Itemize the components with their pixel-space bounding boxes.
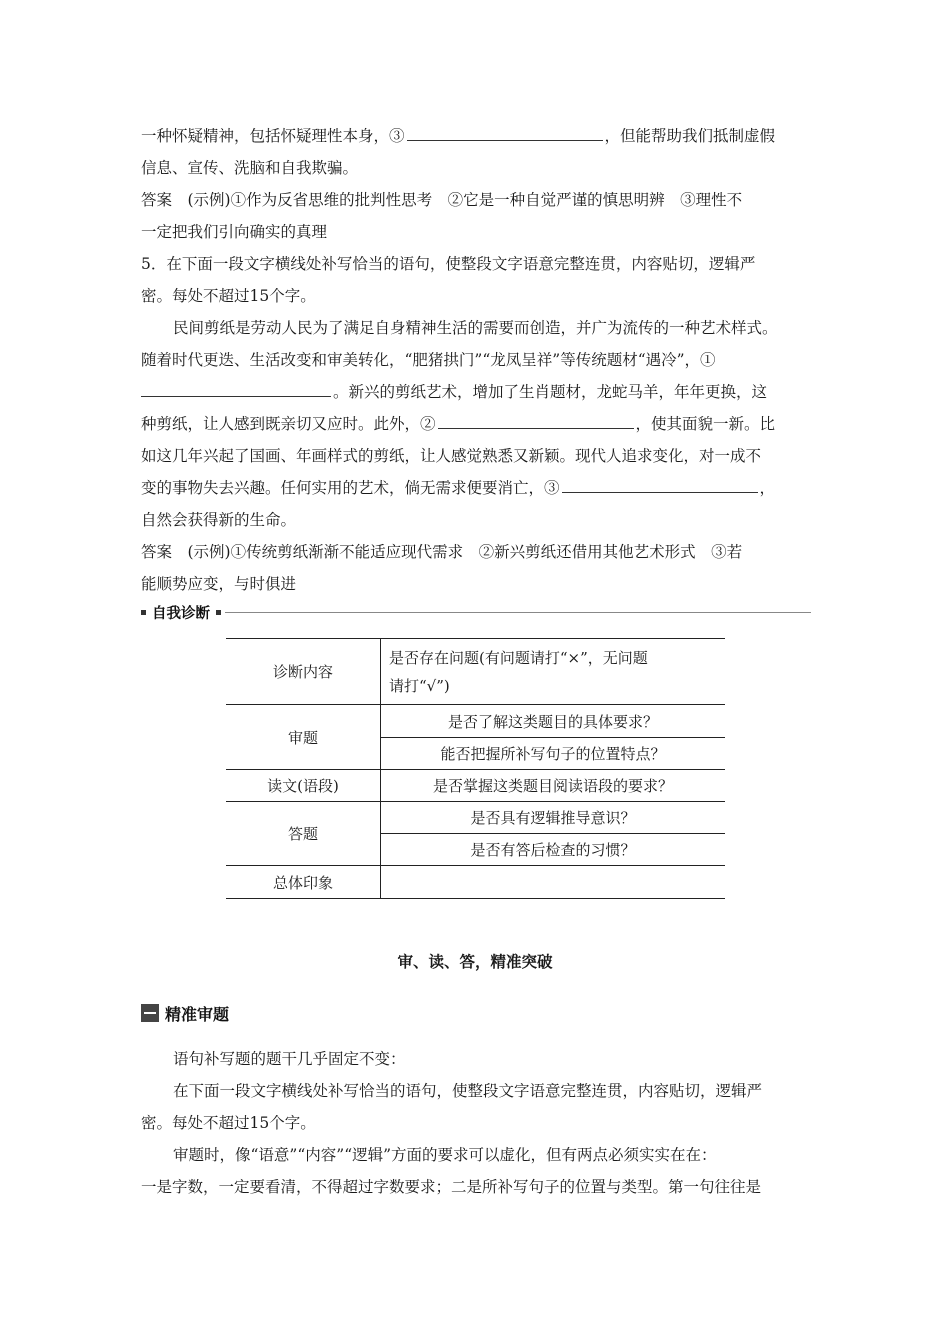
table-cell: 能否把握所补写句子的位置特点？ xyxy=(381,738,726,770)
table-row xyxy=(226,866,725,899)
table-cell: 是否具有逻辑推导意识？ xyxy=(381,802,726,834)
passage-line: 民间剪纸是劳动人民为了满足自身精神生活的需要而创造，并广为流传的一种艺术样式。 xyxy=(173,319,778,337)
question-5-line: 密。每处不超过15个字。 xyxy=(141,287,316,305)
text-span: ，但能帮助我们抵制虚假 xyxy=(604,127,776,145)
body-line: 语句补写题的题干几乎固定不变： xyxy=(173,1050,406,1068)
answer-blank-3 xyxy=(562,478,758,493)
block-heading xyxy=(141,1003,229,1023)
table-header-cell xyxy=(381,639,726,705)
table-header-cell: 诊断内容 xyxy=(226,639,381,705)
table-cell: 是否了解这类题目的具体要求？ xyxy=(381,705,726,738)
passage-line: 自然会获得新的生命。 xyxy=(141,511,297,529)
table-row xyxy=(226,705,725,738)
divider xyxy=(225,612,811,613)
text-span: 变的事物失去兴趣。任何实用的艺术，倘无需求便要消亡，③ xyxy=(141,479,560,497)
answer-blank-2 xyxy=(438,414,634,429)
header-text: 是否存在问题(有问题请打“×”，无问题 xyxy=(389,648,648,667)
text-line: 信息、宣传、洗脑和自我欺骗。 xyxy=(141,159,359,177)
passage-line xyxy=(141,414,811,434)
body-line: 密。每处不超过15个字。 xyxy=(141,1114,316,1132)
header-text: 请打“√”) xyxy=(389,676,450,695)
text-span: 。新兴的剪纸艺术，增加了生肖题材，龙蛇马羊，年年更换，这 xyxy=(333,383,768,401)
self-diagnosis-table xyxy=(226,638,725,899)
self-diagnosis-heading xyxy=(141,602,811,622)
text-span: 种剪纸，让人感到既亲切又应时。此外，② xyxy=(141,415,436,433)
answer-line: 一定把我们引向确实的真理 xyxy=(141,223,328,241)
text-span: ，使其面貌一新。比 xyxy=(635,415,776,433)
text-line xyxy=(141,126,811,146)
answer-line: 答案 (示例)①作为反省思维的批判性思考 ②它是一种自觉严谨的慎思明辨 ③理性不 xyxy=(141,191,743,209)
body-line: 在下面一段文字横线处补写恰当的语句，使整段文字语意完整连贯，内容贴切，逻辑严 xyxy=(173,1082,763,1100)
number-one-icon xyxy=(141,1004,159,1022)
body-line: 一是字数，一定要看清，不得超过字数要求；二是所补写句子的位置与类型。第一句往往是 xyxy=(141,1178,762,1196)
body-line: 审题时，像“语意”“内容”“逻辑”方面的要求可以虚化，但有两点必须实实在在： xyxy=(173,1146,717,1164)
table-row xyxy=(226,639,725,705)
passage-line xyxy=(141,382,811,402)
square-bullet-icon xyxy=(216,610,221,615)
table-cell: 是否掌握这类题目阅读语段的要求？ xyxy=(381,770,726,802)
table-cell xyxy=(381,866,726,899)
question-5-line: 5．在下面一段文字横线处补写恰当的语句，使整段文字语意完整连贯，内容贴切，逻辑严 xyxy=(141,255,756,273)
table-cell: 总体印象 xyxy=(226,866,381,899)
block-title: 精准审题 xyxy=(165,1004,230,1024)
section-label: 自我诊断 xyxy=(152,605,210,622)
section-subtitle: 审、读、答，精准突破 xyxy=(397,953,553,971)
text-span: ， xyxy=(759,479,776,497)
passage-line: 随着时代更迭、生活改变和审美转化，“肥猪拱门”“龙凤呈祥”等传统题材“遇冷”，① xyxy=(141,351,716,369)
passage-line: 如这几年兴起了国画、年画样式的剪纸，让人感觉熟悉又新颖。现代人追求变化，对一成不 xyxy=(141,447,762,465)
table-row xyxy=(226,770,725,802)
table-row xyxy=(226,802,725,834)
table-cell: 审题 xyxy=(226,705,381,770)
table-cell: 答题 xyxy=(226,802,381,866)
table-cell: 读文(语段) xyxy=(226,770,381,802)
table-cell: 是否有答后检查的习惯？ xyxy=(381,834,726,866)
text-span: 一种怀疑精神，包括怀疑理性本身，③ xyxy=(141,127,405,145)
answer-blank-1 xyxy=(141,382,331,397)
answer-blank-3 xyxy=(407,126,603,141)
square-bullet-icon xyxy=(141,610,146,615)
answer-line: 答案 (示例)①传统剪纸渐渐不能适应现代需求 ②新兴剪纸还借用其他艺术形式 ③若 xyxy=(141,543,743,561)
answer-line: 能顺势应变，与时俱进 xyxy=(141,575,297,593)
passage-line xyxy=(141,478,811,498)
